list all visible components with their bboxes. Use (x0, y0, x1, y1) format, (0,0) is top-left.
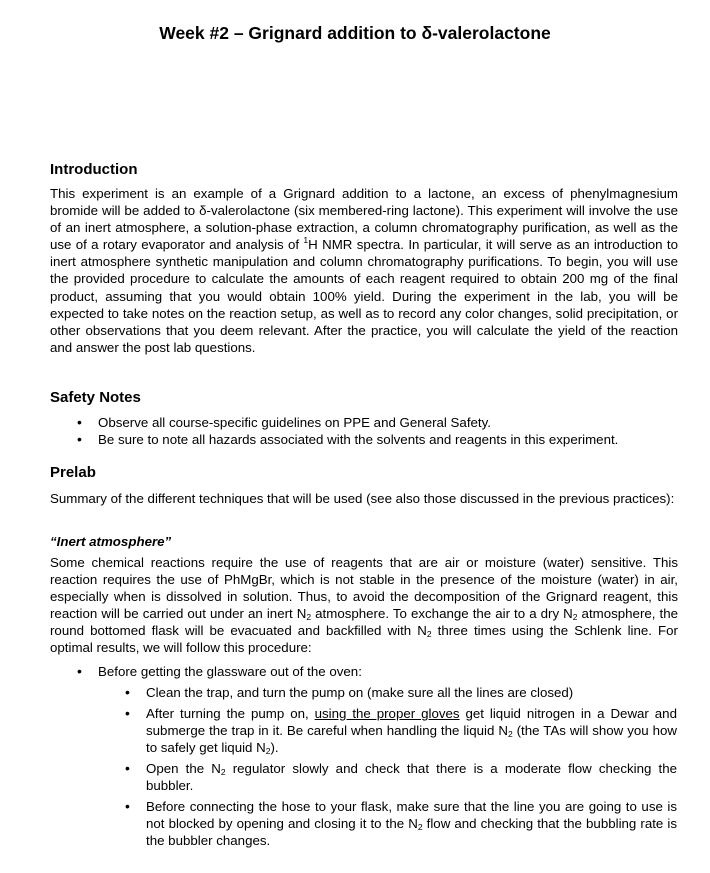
step-text: Open the N (146, 761, 221, 776)
introduction-text-a: This experiment is an example of a Grignard addition to a lactone, an excess of phenylmagnesium bromide will be added to δ-valerolactone (six membered-ring lactone). This experiment will involve the use of an inert atmosphere, a solution-phase extraction, a column chromatography purification, as well as the use of a rotary evaporator and analysis of (50, 186, 678, 253)
procedure-step (125, 760, 677, 794)
step-text: get liquid nitrogen in a Dewar and submerge the trap in it. Be careful when handling the liquid N (146, 706, 677, 738)
prelab-summary: Summary of the different techniques that will be used (see also those discussed in the previous practices): (50, 491, 675, 506)
page-title: Week #2 – Grignard addition to δ-valerolactone (159, 23, 551, 43)
procedure-step (125, 705, 677, 756)
procedure-item: • Before getting the glassware out of the oven: (77, 663, 677, 680)
procedure-step: • Clean the trap, and turn the pump on (make sure all the lines are closed) (125, 684, 677, 701)
step-text: Before connecting the hose to your flask, make sure that the line you are going to use is not blocked by opening and closing it to the N (146, 799, 677, 831)
safety-item: • Observe all course-specific guidelines on PPE and General Safety. (77, 414, 677, 431)
prelab-heading: Prelab (50, 464, 96, 481)
step-text: flow and checking that the bubbling rate is the bubbler changes. (146, 816, 677, 848)
subscript-two: 2 (220, 767, 226, 777)
introduction-paragraph (50, 185, 678, 356)
subscript-two: 2 (306, 612, 312, 623)
inert-atmosphere-subheading: “Inert atmosphere” (50, 534, 172, 549)
inert-atmosphere-paragraph (50, 554, 678, 657)
safety-heading: Safety Notes (50, 389, 141, 406)
procedure-step (125, 798, 677, 849)
paragraph-text: atmosphere, the round bottomed flask will be evacuated and backfilled with N (50, 606, 678, 639)
superscript-one: 1 (303, 235, 309, 246)
step-text: ). (270, 740, 279, 755)
subscript-two: 2 (572, 612, 578, 623)
paragraph-text: atmosphere. To exchange the air to a dry N (311, 606, 573, 622)
subscript-two: 2 (507, 729, 513, 739)
safety-item: • Be sure to note all hazards associated with the solvents and reagents in this experiment. (77, 431, 677, 448)
underlined-text: using the proper gloves (314, 706, 460, 721)
paragraph-text: three times using the Schlenk line. For optimal results, we will follow this procedure: (50, 623, 678, 656)
introduction-heading: Introduction (50, 161, 138, 178)
safety-list (77, 414, 677, 448)
subscript-two: 2 (426, 629, 432, 640)
paragraph-text: Some chemical reactions require the use of reagents that are air or moisture (water) sensitive. This reaction requires the use of PhMgBr, which is not stable in the presence of the moisture (water) in air, especially when is dissolved in solution. Thus, to avoid the decomposition of the Grignard reagent, this reaction will be carried out under an inert N (50, 555, 678, 622)
procedure-list (77, 663, 677, 680)
subscript-two: 2 (417, 822, 423, 832)
introduction-text-b: H NMR spectra. In particular, it will serve as an introduction to inert atmosphere synthetic manipulation and column chromatography purifications. To begin, you will use the provided procedure to calculate the amounts of each reagent required to obtain 200 mg of the final product, assuming that you would obtain 100% yield. During the experiment in the lab, you will be expected to take notes on the reaction setup, as well as to record any color changes, solid precipitation, or other observations that you deem relevant. After the practice, you will calculate the yield of the reaction and answer the post lab questions. (50, 237, 678, 355)
step-text: (the TAs will show you how to safely get liquid N (146, 723, 677, 755)
step-text: After turning the pump on, (146, 706, 315, 721)
step-text: regulator slowly and check that there is a moderate flow checking the bubbler. (146, 761, 677, 793)
subscript-two: 2 (265, 746, 271, 756)
procedure-steps (125, 684, 677, 853)
